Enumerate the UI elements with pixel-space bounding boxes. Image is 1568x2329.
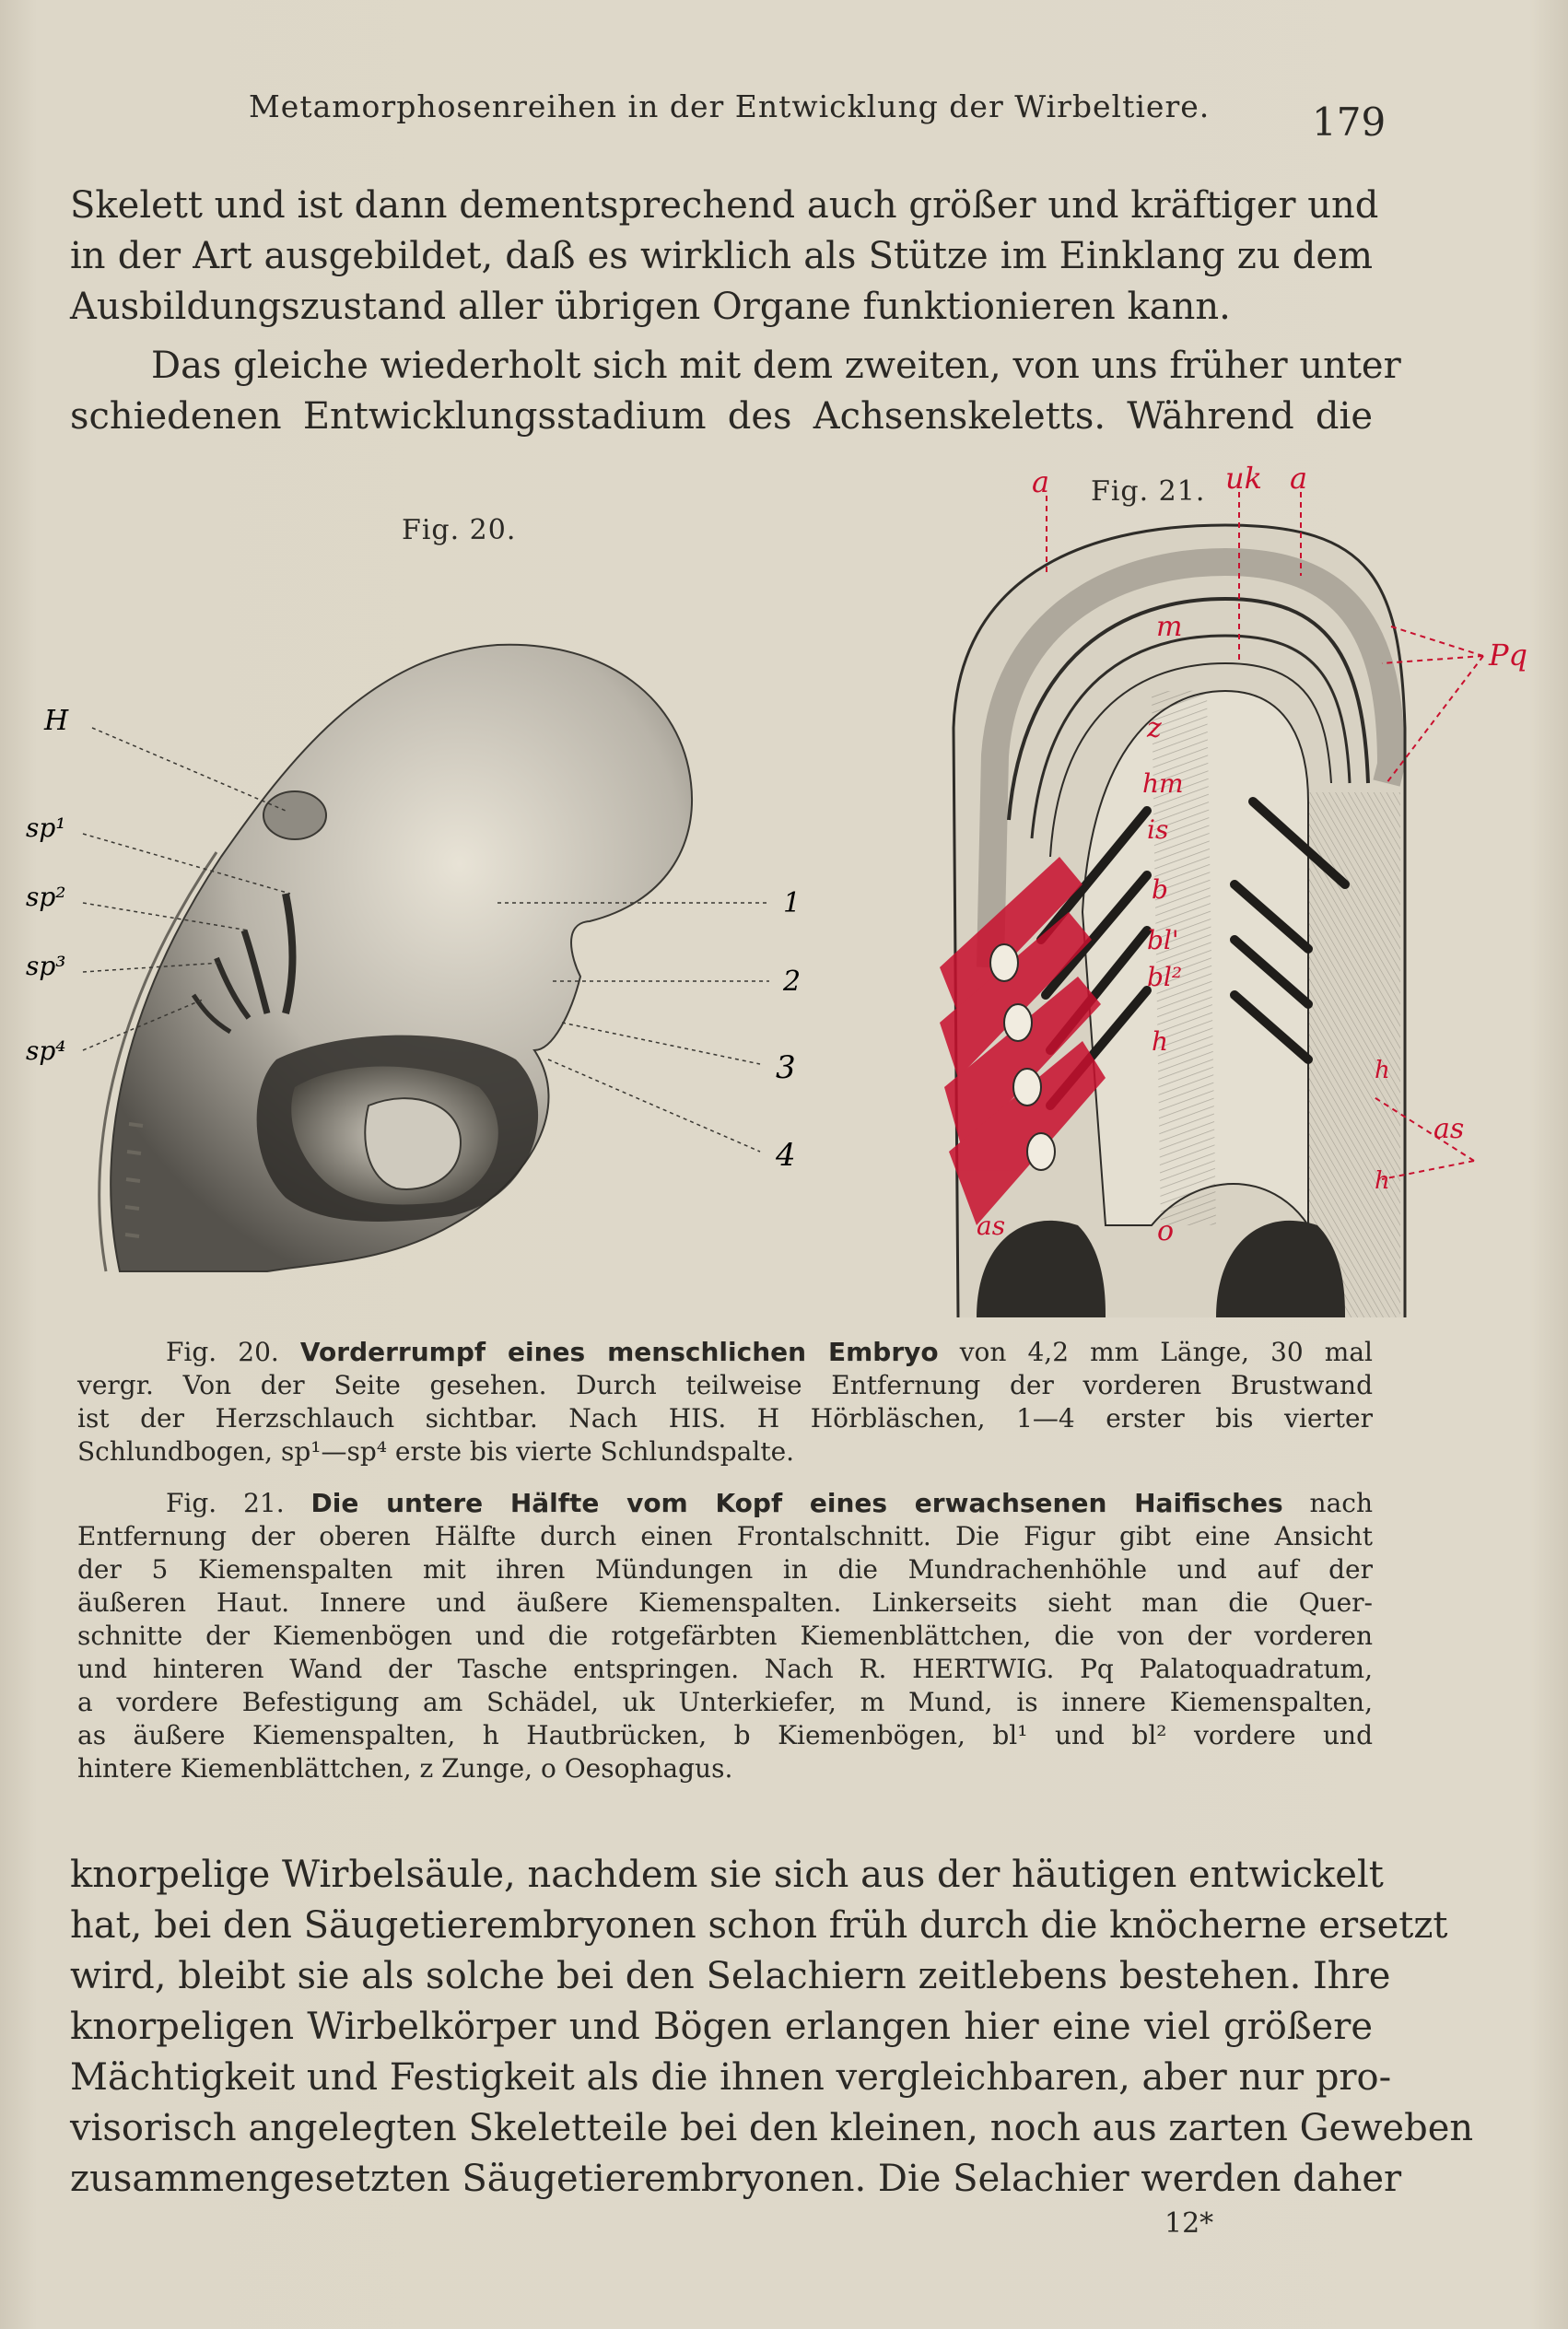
label-3: 3	[776, 1049, 796, 1086]
figure-21-caption	[77, 1487, 1373, 1785]
caption-title: Die untere Hälfte vom Kopf eines erwachsenen Haifisches	[310, 1488, 1283, 1518]
label-h: h	[1152, 1026, 1169, 1057]
caption-line: a vordere Befestigung am Schädel, uk Unterkiefer, m Mund, is innere Kiemenspalten,	[77, 1687, 1373, 1717]
label-sp2: sp²	[26, 882, 66, 912]
text-line: zusammengesetzten Säugetierembryonen. Die Selachier werden daher	[70, 2158, 1402, 2200]
label-Pq: Pq	[1489, 638, 1528, 673]
label-H: H	[44, 705, 69, 737]
label-bl1: bl'	[1147, 925, 1179, 955]
caption-line: Entfernung der oberen Hälfte durch einen Frontalschnitt. Die Figur gibt eine Ansicht	[77, 1521, 1373, 1551]
label-is: is	[1147, 814, 1169, 845]
figure-20-embryo-illustration	[18, 626, 829, 1308]
text-line: wird, bleibt sie als solche bei den Selachiern zeitlebens bestehen. Ihre	[70, 1955, 1391, 1997]
label-as-left: as	[977, 1211, 1006, 1241]
text-line: Ausbildungszustand aller übrigen Organe funktionieren kann.	[70, 286, 1231, 328]
caption-line: schnitte der Kiemenbögen und die rotgefärbten Kiemenblättchen, die von der vorderen	[77, 1621, 1373, 1651]
paragraph-2	[70, 341, 1401, 442]
label-z: z	[1147, 712, 1162, 744]
caption-line: der 5 Kiemenspalten mit ihren Mündungen in die Mundrachenhöhle und auf der	[77, 1554, 1373, 1585]
label-a-right: a	[1290, 461, 1308, 496]
caption-title: Vorderrumpf eines menschlichen Embryo	[299, 1337, 939, 1367]
label-b: b	[1152, 874, 1168, 905]
caption-line: vergr. Von der Seite gesehen. Durch teilweise Entfernung der vorderen Brustwand	[77, 1370, 1373, 1400]
caption-line: as äußere Kiemenspalten, h Hautbrücken, b Kiemenbögen, bl¹ und bl² vordere und	[77, 1720, 1373, 1750]
paragraph-3	[70, 1850, 1474, 2205]
caption-text: von 4,2 mm Länge, 30 mal	[938, 1337, 1373, 1367]
text-line: knorpelige Wirbelsäule, nachdem sie sich aus der häutigen entwickelt	[70, 1854, 1384, 1896]
caption-line: und hinteren Wand der Tasche entspringen. Nach R. HERTWIG. Pq Palatoquadratum,	[77, 1654, 1373, 1684]
caption-line: Schlundbogen, sp¹—sp⁴ erste bis vierte Schlundspalte.	[77, 1436, 795, 1467]
text-line: visorisch angelegten Skeletteile bei den kleinen, noch aus zarten Geweben	[70, 2107, 1474, 2149]
figure-20-caption	[77, 1336, 1373, 1469]
caption-line	[77, 1487, 1373, 1520]
caption-fig-number: Fig. 20.	[166, 1337, 300, 1367]
label-4: 4	[776, 1137, 796, 1174]
label-hm: hm	[1142, 768, 1184, 799]
figure-21-shark-illustration	[921, 451, 1539, 1327]
label-h-right-2: h	[1375, 1167, 1390, 1195]
label-as-right: as	[1433, 1113, 1465, 1145]
caption-fig-number: Fig. 21.	[166, 1488, 311, 1518]
paragraph-1	[70, 181, 1379, 333]
text-line: in der Art ausgebildet, daß es wirklich als Stütze im Einklang zu dem	[70, 235, 1373, 277]
page-number: 179	[1312, 99, 1387, 145]
caption-line: hintere Kiemenblättchen, z Zunge, o Oesophagus.	[77, 1753, 733, 1784]
label-sp1: sp¹	[26, 813, 66, 843]
label-h-right-1: h	[1375, 1057, 1390, 1084]
caption-line	[77, 1336, 1373, 1369]
running-head: Metamorphosenreihen in der Entwicklung der Wirbeltiere.	[249, 88, 1211, 124]
text-line: hat, bei den Säugetierembryonen schon früh durch die knöcherne ersetzt	[70, 1904, 1448, 1947]
label-2: 2	[783, 966, 802, 998]
label-bl2: bl²	[1147, 962, 1183, 992]
text-line: Skelett und ist dann dementsprechend auch größer und kräftiger und	[70, 184, 1379, 227]
signature-mark: 12*	[1164, 2207, 1214, 2240]
figure-21-label: Fig. 21.	[1091, 475, 1206, 508]
text-line: schiedenen Entwicklungsstadium des Achsenskeletts. Während die	[70, 395, 1373, 438]
label-o: o	[1157, 1215, 1175, 1247]
label-sp3: sp³	[26, 951, 66, 981]
text-line: knorpeligen Wirbelkörper und Bögen erlangen hier eine viel größere	[70, 2006, 1373, 2048]
label-sp4: sp⁴	[26, 1036, 66, 1066]
text-line: Das gleiche wiederholt sich mit dem zweiten, von uns früher unter	[151, 345, 1401, 387]
label-m: m	[1156, 611, 1183, 643]
label-uk: uk	[1225, 461, 1262, 496]
label-1: 1	[783, 887, 802, 919]
figure-20-label: Fig. 20.	[402, 514, 517, 546]
caption-text: nach	[1282, 1488, 1373, 1518]
caption-line: ist der Herzschlauch sichtbar. Nach HIS. H Hörbläschen, 1—4 erster bis vierter	[77, 1403, 1373, 1434]
text-line: Mächtigkeit und Festigkeit als die ihnen vergleichbaren, aber nur pro-	[70, 2056, 1392, 2099]
caption-line: äußeren Haut. Innere und äußere Kiemenspalten. Linkerseits sieht man die Quer-	[77, 1587, 1373, 1618]
label-a: a	[1032, 464, 1050, 499]
